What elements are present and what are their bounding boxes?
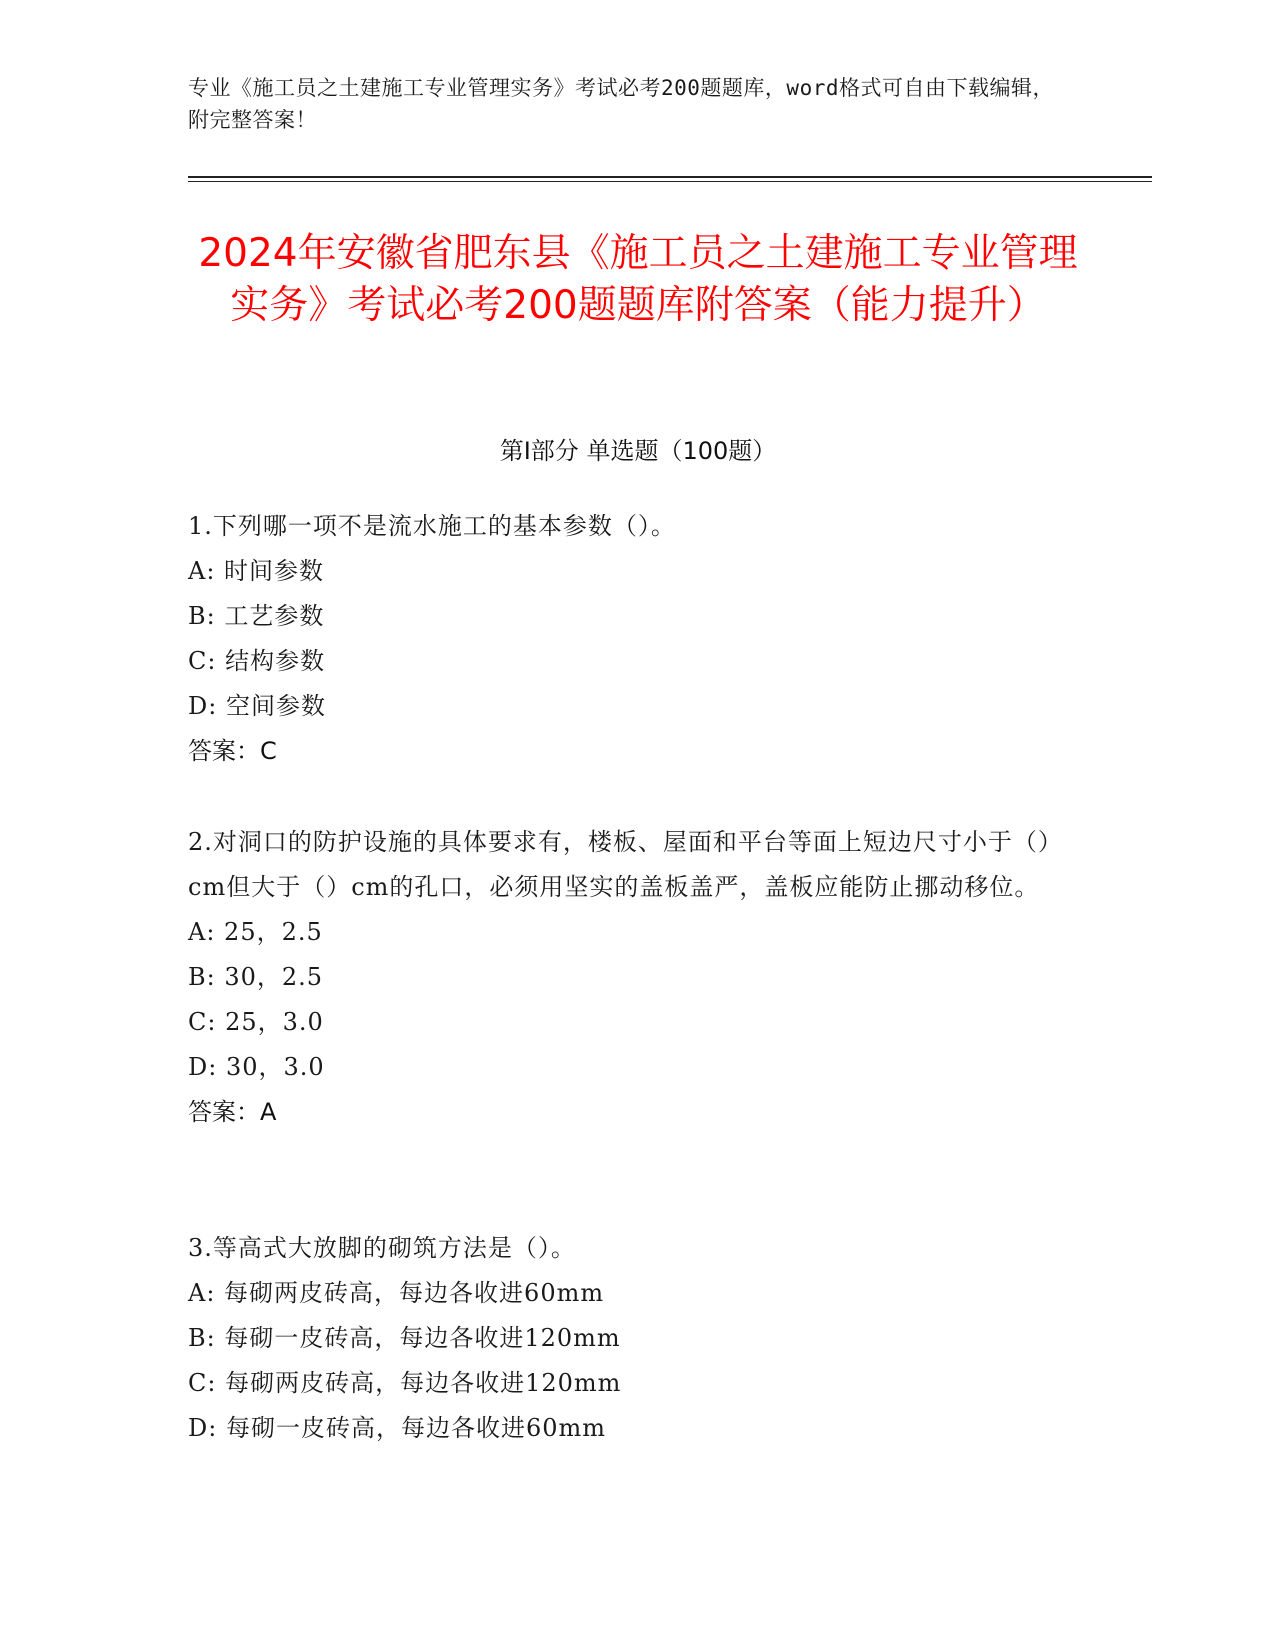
option-c: C: 每砌两皮砖高，每边各收进120mm (188, 1369, 622, 1397)
option-a: A: 时间参数 (188, 557, 325, 585)
option-b: B: 每砌一皮砖高，每边各收进120mm (188, 1324, 621, 1352)
header-divider-thin (188, 181, 1152, 182)
option-a: A: 25，2.5 (188, 918, 323, 946)
question-stem: 3.等高式大放脚的砌筑方法是（）。 (188, 1234, 576, 1262)
option-c: C: 结构参数 (188, 647, 326, 675)
question-stem: 1.下列哪一项不是流水施工的基本参数（）。 (188, 512, 676, 540)
option-d: D: 每砌一皮砖高，每边各收进60mm (188, 1414, 607, 1442)
question-1 (188, 504, 1068, 774)
option-a: A: 每砌两皮砖高，每边各收进60mm (188, 1279, 605, 1307)
question-2 (188, 820, 1068, 1135)
option-b: B: 工艺参数 (188, 602, 325, 630)
question-3 (188, 1226, 1068, 1451)
option-b: B: 30，2.5 (188, 963, 324, 991)
answer: 答案：A (188, 1098, 277, 1126)
option-d: D: 30，3.0 (188, 1053, 325, 1081)
option-c: C: 25，3.0 (188, 1008, 324, 1036)
header-note: 专业《施工员之土建施工专业管理实务》考试必考200题题库，word格式可自由下载编辑，附完整答案！ (188, 76, 1054, 132)
answer: 答案：C (188, 737, 277, 765)
section-title: 第I部分 单选题（100题） (499, 437, 777, 465)
document-title: 2024年安徽省肥东县《施工员之土建施工专业管理实务》考试必考200题题库附答案（能力提升） (198, 231, 1078, 328)
option-d: D: 空间参数 (188, 692, 326, 720)
question-stem: 2.对洞口的防护设施的具体要求有，楼板、屋面和平台等面上短边尺寸小于（）cm但大于（）cm的孔口，必须用坚实的盖板盖严，盖板应能防止挪动移位。 (188, 828, 1063, 901)
header-divider-thick (188, 176, 1152, 178)
